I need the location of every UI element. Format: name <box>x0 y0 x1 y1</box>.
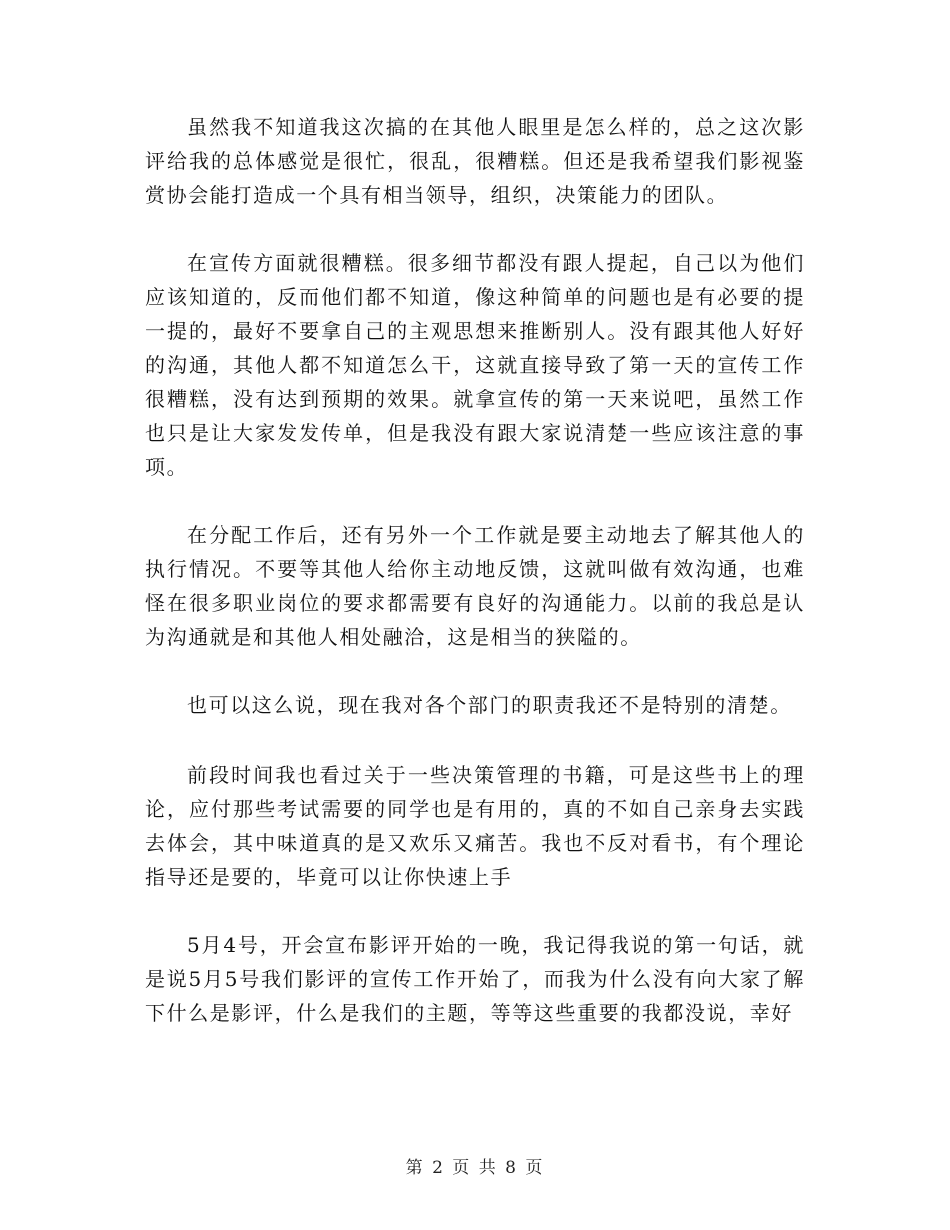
paragraph-2: 在宣传方面就很糟糕。很多细节都没有跟人提起，自己以为他们应该知道的，反而他们都不知道，像这种简单的问题也是有必要的提一提的，最好不要拿自己的主观思想来推断别人。没有跟其他人好好的沟通，其他人都不知道怎么干，这就直接导致了第一天的宣传工作很糟糕，没有达到预期的效果。就拿宣传的第一天来说吧，虽然工作也只是让大家发发传单，但是我没有跟大家说清楚一些应该注意的事项。 <box>145 251 805 479</box>
page-number-footer: 第 2 页 共 8 页 <box>405 1158 545 1178</box>
paragraph-5: 前段时间我也看过关于一些决策管理的书籍，可是这些书上的理论，应付那些考试需要的同学也是有用的，真的不如自己亲身去实践去体会，其中味道真的是又欢乐又痛苦。我也不反对看书，有个理论指导还是要的，毕竟可以让你快速上手 <box>145 763 805 889</box>
paragraph-3: 在分配工作后，还有另外一个工作就是要主动地去了解其他人的执行情况。不要等其他人给你主动地反馈，这就叫做有效沟通，也难怪在很多职业岗位的要求都需要有良好的沟通能力。以前的我总是认为沟通就是和其他人相处融洽，这是相当的狭隘的。 <box>145 523 805 649</box>
paragraph-6: 5月4号，开会宣布影评开始的一晚，我记得我说的第一句话，就是说5月5号我们影评的宣传工作开始了，而我为什么没有向大家了解下什么是影评，什么是我们的主题，等等这些重要的我都没说，幸好 <box>145 933 805 1025</box>
document-body <box>145 110 805 1030</box>
paragraph-4: 也可以这么说，现在我对各个部门的职责我还不是特别的清楚。 <box>187 693 792 717</box>
paragraph-1: 虽然我不知道我这次搞的在其他人眼里是怎么样的，总之这次影评给我的总体感觉是很忙，很乱，很糟糕。但还是我希望我们影视鉴赏协会能打造成一个具有相当领导，组织，决策能力的团队。 <box>145 115 805 207</box>
